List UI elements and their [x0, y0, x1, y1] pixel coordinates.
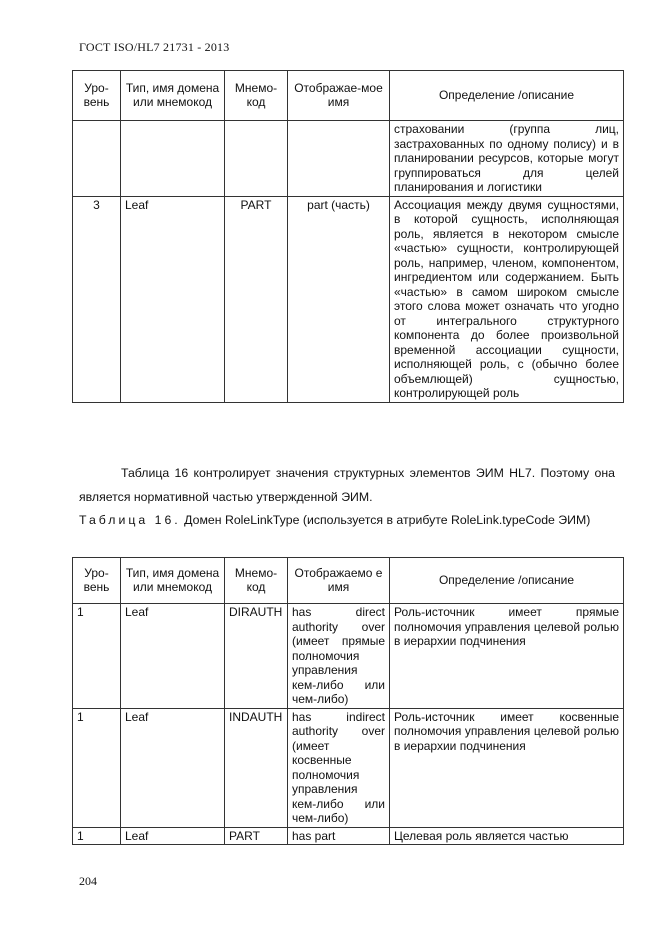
cell-code — [225, 121, 288, 197]
cell-type: Leaf — [121, 827, 225, 845]
table-row — [73, 121, 624, 197]
cell-level: 1 — [73, 708, 121, 827]
cell-display-name: has indirect authority over (имеет косвенные полномочия управления кем-либо или чем-либо) — [288, 708, 390, 827]
document-header: ГОСТ ISO/HL7 21731 - 2013 — [79, 40, 230, 54]
cell-definition: Роль-источник имеет прямые полномочия управления целевой ролью в иерархии подчинения — [390, 604, 624, 709]
table-header-row — [73, 558, 624, 604]
column-header-level: Уро-вень — [73, 71, 121, 121]
column-header-code: Мнемо-код — [225, 71, 288, 121]
column-header-display-name: Отображае-мое имя — [288, 71, 390, 121]
cell-code: INDAUTH — [225, 708, 288, 827]
cell-definition: Целевая роль является частью — [390, 827, 624, 845]
cell-display-name: has direct authority over (имеет прямые полномочия управления кем-либо или чем-либо) — [288, 604, 390, 709]
cell-definition: Роль-источник имеет косвенные полномочия управления целевой ролью в иерархии подчинения — [390, 708, 624, 827]
column-header-definition: Определение /описание — [390, 558, 624, 604]
column-header-type: Тип, имя домена или мнемокод — [121, 71, 225, 121]
cell-level: 3 — [73, 196, 121, 402]
cell-code: PART — [225, 827, 288, 845]
page-number: 204 — [79, 874, 97, 888]
table-row — [73, 196, 624, 402]
cell-type: Leaf — [121, 604, 225, 709]
column-header-code: Мнемо-код — [225, 558, 288, 604]
cell-type: Leaf — [121, 708, 225, 827]
table-caption-text: Домен RoleLinkType (используется в атрибуте RoleLink.typeCode ЭИМ) — [180, 513, 591, 527]
cell-type — [121, 121, 225, 197]
table-header-row — [73, 71, 624, 121]
table-row — [73, 604, 624, 709]
table-row — [73, 827, 624, 845]
column-header-type: Тип, имя домена или мнемокод — [121, 558, 225, 604]
cell-code: PART — [225, 196, 288, 402]
cell-level: 1 — [73, 604, 121, 709]
cell-level: 1 — [73, 827, 121, 845]
rolelinktype-table — [72, 557, 624, 845]
table-caption — [79, 509, 615, 531]
table-caption-prefix: Таблица 16. — [79, 513, 181, 527]
cell-type: Leaf — [121, 196, 225, 402]
cell-display-name: part (часть) — [288, 196, 390, 402]
cell-code: DIRAUTH — [225, 604, 288, 709]
column-header-display-name: Отображаемо е имя — [288, 558, 390, 604]
cell-display-name — [288, 121, 390, 197]
body-paragraph: Таблица 16 контролирует значения структурных элементов ЭИМ HL7. Поэтому она является нормативной частью утвержденной ЭИМ. — [79, 466, 615, 504]
roleclass-table-continuation — [72, 70, 624, 403]
cell-definition: страховании (группа лиц, застрахованных по одному полису) и в планировании ресурсов, которые могут группироваться для целей планирования и логистики — [390, 121, 624, 197]
cell-display-name: has part — [288, 827, 390, 845]
table-row — [73, 708, 624, 827]
column-header-definition: Определение /описание — [390, 71, 624, 121]
column-header-level: Уро-вень — [73, 558, 121, 604]
cell-level — [73, 121, 121, 197]
cell-definition: Ассоциация между двумя сущностями, в которой сущность, исполняющая роль, является в некотором смысле «частью» сущности, контролирующей роль, например, членом, компонентом, ингредиентом или содержанием. Быть «частью» в самом широком смысле этого слова может означать что угодно от интегрального структурного компонента до более произвольной временной ассоциации сущности, исполняющей роль, с (обычно более объемлющей) сущностью, контролирующей роль — [390, 196, 624, 402]
